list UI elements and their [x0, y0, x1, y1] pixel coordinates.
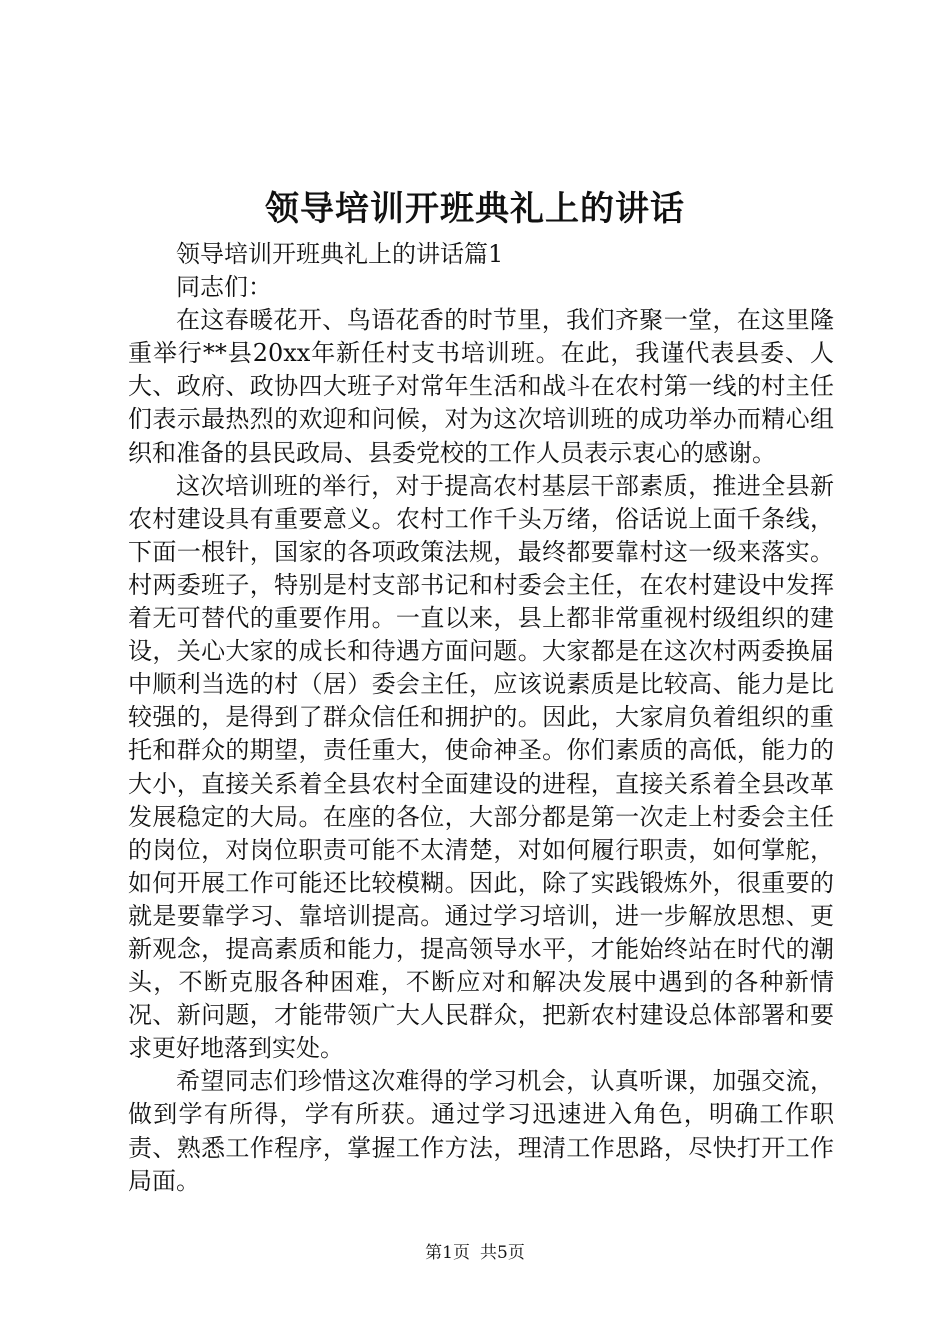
page-total: 共5页: [480, 1243, 525, 1263]
salutation: 同志们：: [176, 273, 272, 302]
paragraph: 希望同志们珍惜这次难得的学习机会，认真听课，加强交流，做到学有所得，学有所获。通过学习迅速进入角色，明确工作职责、熟悉工作程序，掌握工作方法，理清工作思路，尽快打开工作局面。: [128, 1067, 834, 1195]
document-title: 领导培训开班典礼上的讲话: [265, 189, 685, 229]
page-number: 第1页: [425, 1243, 470, 1263]
paragraph: 在这春暖花开、鸟语花香的时节里，我们齐聚一堂，在这里隆重举行**县20xx年新任村支书培训班。在此，我谨代表县委、人大、政府、政协四大班子对常年生活和战斗在农村第一线的村主任们表示最热烈的欢迎和问候，对为这次培训班的成功举办而精心组织和准备的县民政局、县委党校的工作人员表示衷心的感谢。: [128, 306, 834, 467]
paragraph: 这次培训班的举行，对于提高农村基层干部素质，推进全县新农村建设具有重要意义。农村工作千头万绪，俗话说上面千条线，下面一根针，国家的各项政策法规，最终都要靠村这一级来落实。村两委班子，特别是村支部书记和村委会主任，在农村建设中发挥着无可替代的重要作用。一直以来，县上都非常重视村级组织的建设，关心大家的成长和待遇方面问题。大家都是在这次村两委换届中顺利当选的村（居）委会主任，应该说素质是比较高、能力是比较强的，是得到了群众信任和拥护的。因此，大家肩负着组织的重托和群众的期望，责任重大，使命神圣。你们素质的高低，能力的大小，直接关系着全县农村全面建设的进程，直接关系着全县改革发展稳定的大局。在座的各位，大部分都是第一次走上村委会主任的岗位，对岗位职责可能不太清楚，对如何履行职责，如何掌舵，如何开展工作可能还比较模糊。因此，除了实践锻炼外，很重要的就是要靠学习、靠培训提高。通过学习培训，进一步解放思想、更新观念，提高素质和能力，提高领导水平，才能始终站在时代的潮头，不断克服各种困难，不断应对和解决发展中遇到的各种新情况、新问题，才能带领广大人民群众，把新农村建设总体部署和要求更好地落到实处。: [128, 471, 834, 1063]
document-body: [128, 238, 834, 1198]
section-heading: 领导培训开班典礼上的讲话篇1: [176, 240, 504, 268]
page-footer: [0, 1242, 950, 1264]
